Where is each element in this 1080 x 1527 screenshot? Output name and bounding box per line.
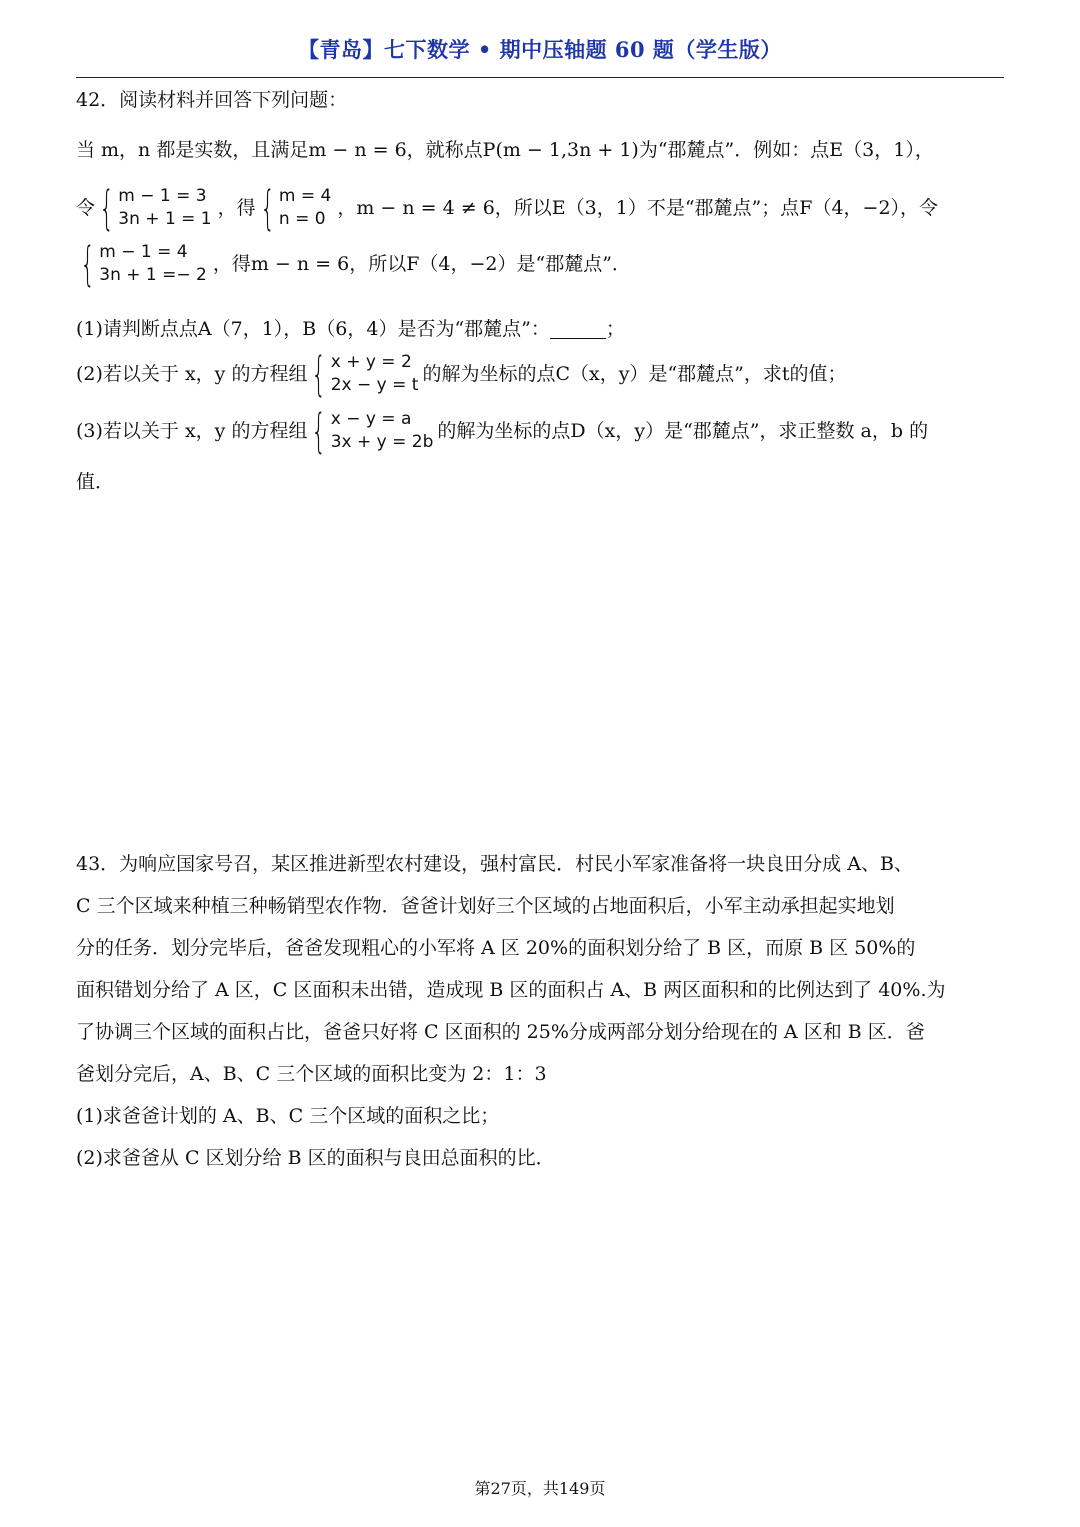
- equation-row: 2x − y = t: [330, 375, 419, 395]
- q43-line: 爸划分完后，A、B、C 三个区域的面积比变为 2：1：3: [76, 1063, 547, 1085]
- equation-system-3: [76, 237, 207, 291]
- q43-line: 分的任务．划分完毕后，爸爸发现粗心的小军将 A 区 20%的面积划分给了 B 区，而原 B 区 50%的: [76, 937, 916, 959]
- q42-part3-text: (3)若以关于 x，y 的方程组: [76, 419, 308, 442]
- page-header: [76, 0, 1004, 78]
- equation-system-5: [307, 404, 434, 458]
- q42-part2-end: 的解为坐标的点C（x，y）是“郡麓点”，求t的值；: [422, 362, 847, 385]
- brace-icon: {: [259, 181, 275, 235]
- q42-part3-end: 的解为坐标的点D（x，y）是“郡麓点”，求正整数 a，b 的: [437, 419, 929, 442]
- equation-row: 3n + 1 = 1: [118, 209, 212, 229]
- q42-line2-post: ，m − n = 4 ≠ 6，所以E（3，1）不是“郡麓点”；点F（4，−2），令: [337, 196, 939, 219]
- q42-part2: [76, 347, 847, 401]
- q43-line: C 三个区域来种植三种畅销型农作物．爸爸计划好三个区域的占地面积后，小军主动承担起实地划: [76, 895, 895, 917]
- equation-row: 3x + y = 2b: [330, 432, 434, 452]
- equation-row: m − 1 = 4: [99, 242, 188, 262]
- q42-line1: 当 m，n 都是实数，且满足m − n = 6，就称点P(m − 1,3n + 1)为“郡麓点”．例如：点E（3，1），: [76, 139, 934, 161]
- brace-icon: {: [99, 181, 114, 235]
- q42-line2-pre: 令: [76, 196, 96, 219]
- equation-row: x − y = a: [330, 409, 412, 429]
- equation-row: m = 4: [278, 186, 332, 206]
- equation-row: x + y = 2: [330, 352, 412, 372]
- answer-blank[interactable]: [550, 320, 606, 339]
- q42-line3: [76, 237, 631, 291]
- q42-part1-text: (1)请判断点点A（7，1），B（6，4）是否为“郡麓点”：: [76, 318, 550, 340]
- equation-system-4: [307, 347, 419, 401]
- equation-row: n = 0: [278, 209, 326, 229]
- q42-part3: [76, 404, 929, 458]
- q42-line3-post: ，得m − n = 6，所以F（4，−2）是“郡麓点”．: [212, 252, 631, 275]
- q42-part1-end: ；: [605, 318, 625, 340]
- equation-system-2: [256, 181, 332, 235]
- q43-part1: (1)求爸爸计划的 A、B、C 三个区域的面积之比；: [76, 1105, 500, 1127]
- page-number: 第27页，共149页: [474, 1479, 606, 1498]
- q43-line: 了协调三个区域的面积占比，爸爸只好将 C 区面积的 25%分成两部分划分给现在的 A 区和 B 区．爸: [76, 1021, 925, 1043]
- q42-part3-tail: 值．: [76, 471, 115, 493]
- q42-intro: 42．阅读材料并回答下列问题：: [76, 89, 348, 111]
- q43-part2: (2)求爸爸从 C 区划分给 B 区的面积与良田总面积的比．: [76, 1147, 555, 1169]
- header-title: 【青岛】七下数学 • 期中压轴题 60 题（学生版）: [298, 37, 782, 62]
- equation-row: 3n + 1 =− 2: [99, 265, 207, 285]
- q43-line: 43．为响应国家号召，某区推进新型农村建设，强村富民．村民小军家准备将一块良田分成 A、B、: [76, 853, 913, 875]
- equation-system-1: [95, 181, 212, 235]
- q42-line2: [76, 181, 939, 235]
- brace-icon: {: [80, 237, 95, 291]
- brace-icon: {: [311, 404, 327, 458]
- q43-line: 面积错划分给了 A 区，C 区面积未出错，造成现 B 区的面积占 A、B 两区面积和的比例达到了 40%.为: [76, 979, 946, 1001]
- equation-row: m − 1 = 3: [118, 186, 207, 206]
- brace-icon: {: [311, 347, 327, 401]
- q42-part2-text: (2)若以关于 x，y 的方程组: [76, 362, 308, 385]
- q42-line2-mid: ，得: [217, 196, 256, 219]
- q42-part1: [76, 313, 625, 339]
